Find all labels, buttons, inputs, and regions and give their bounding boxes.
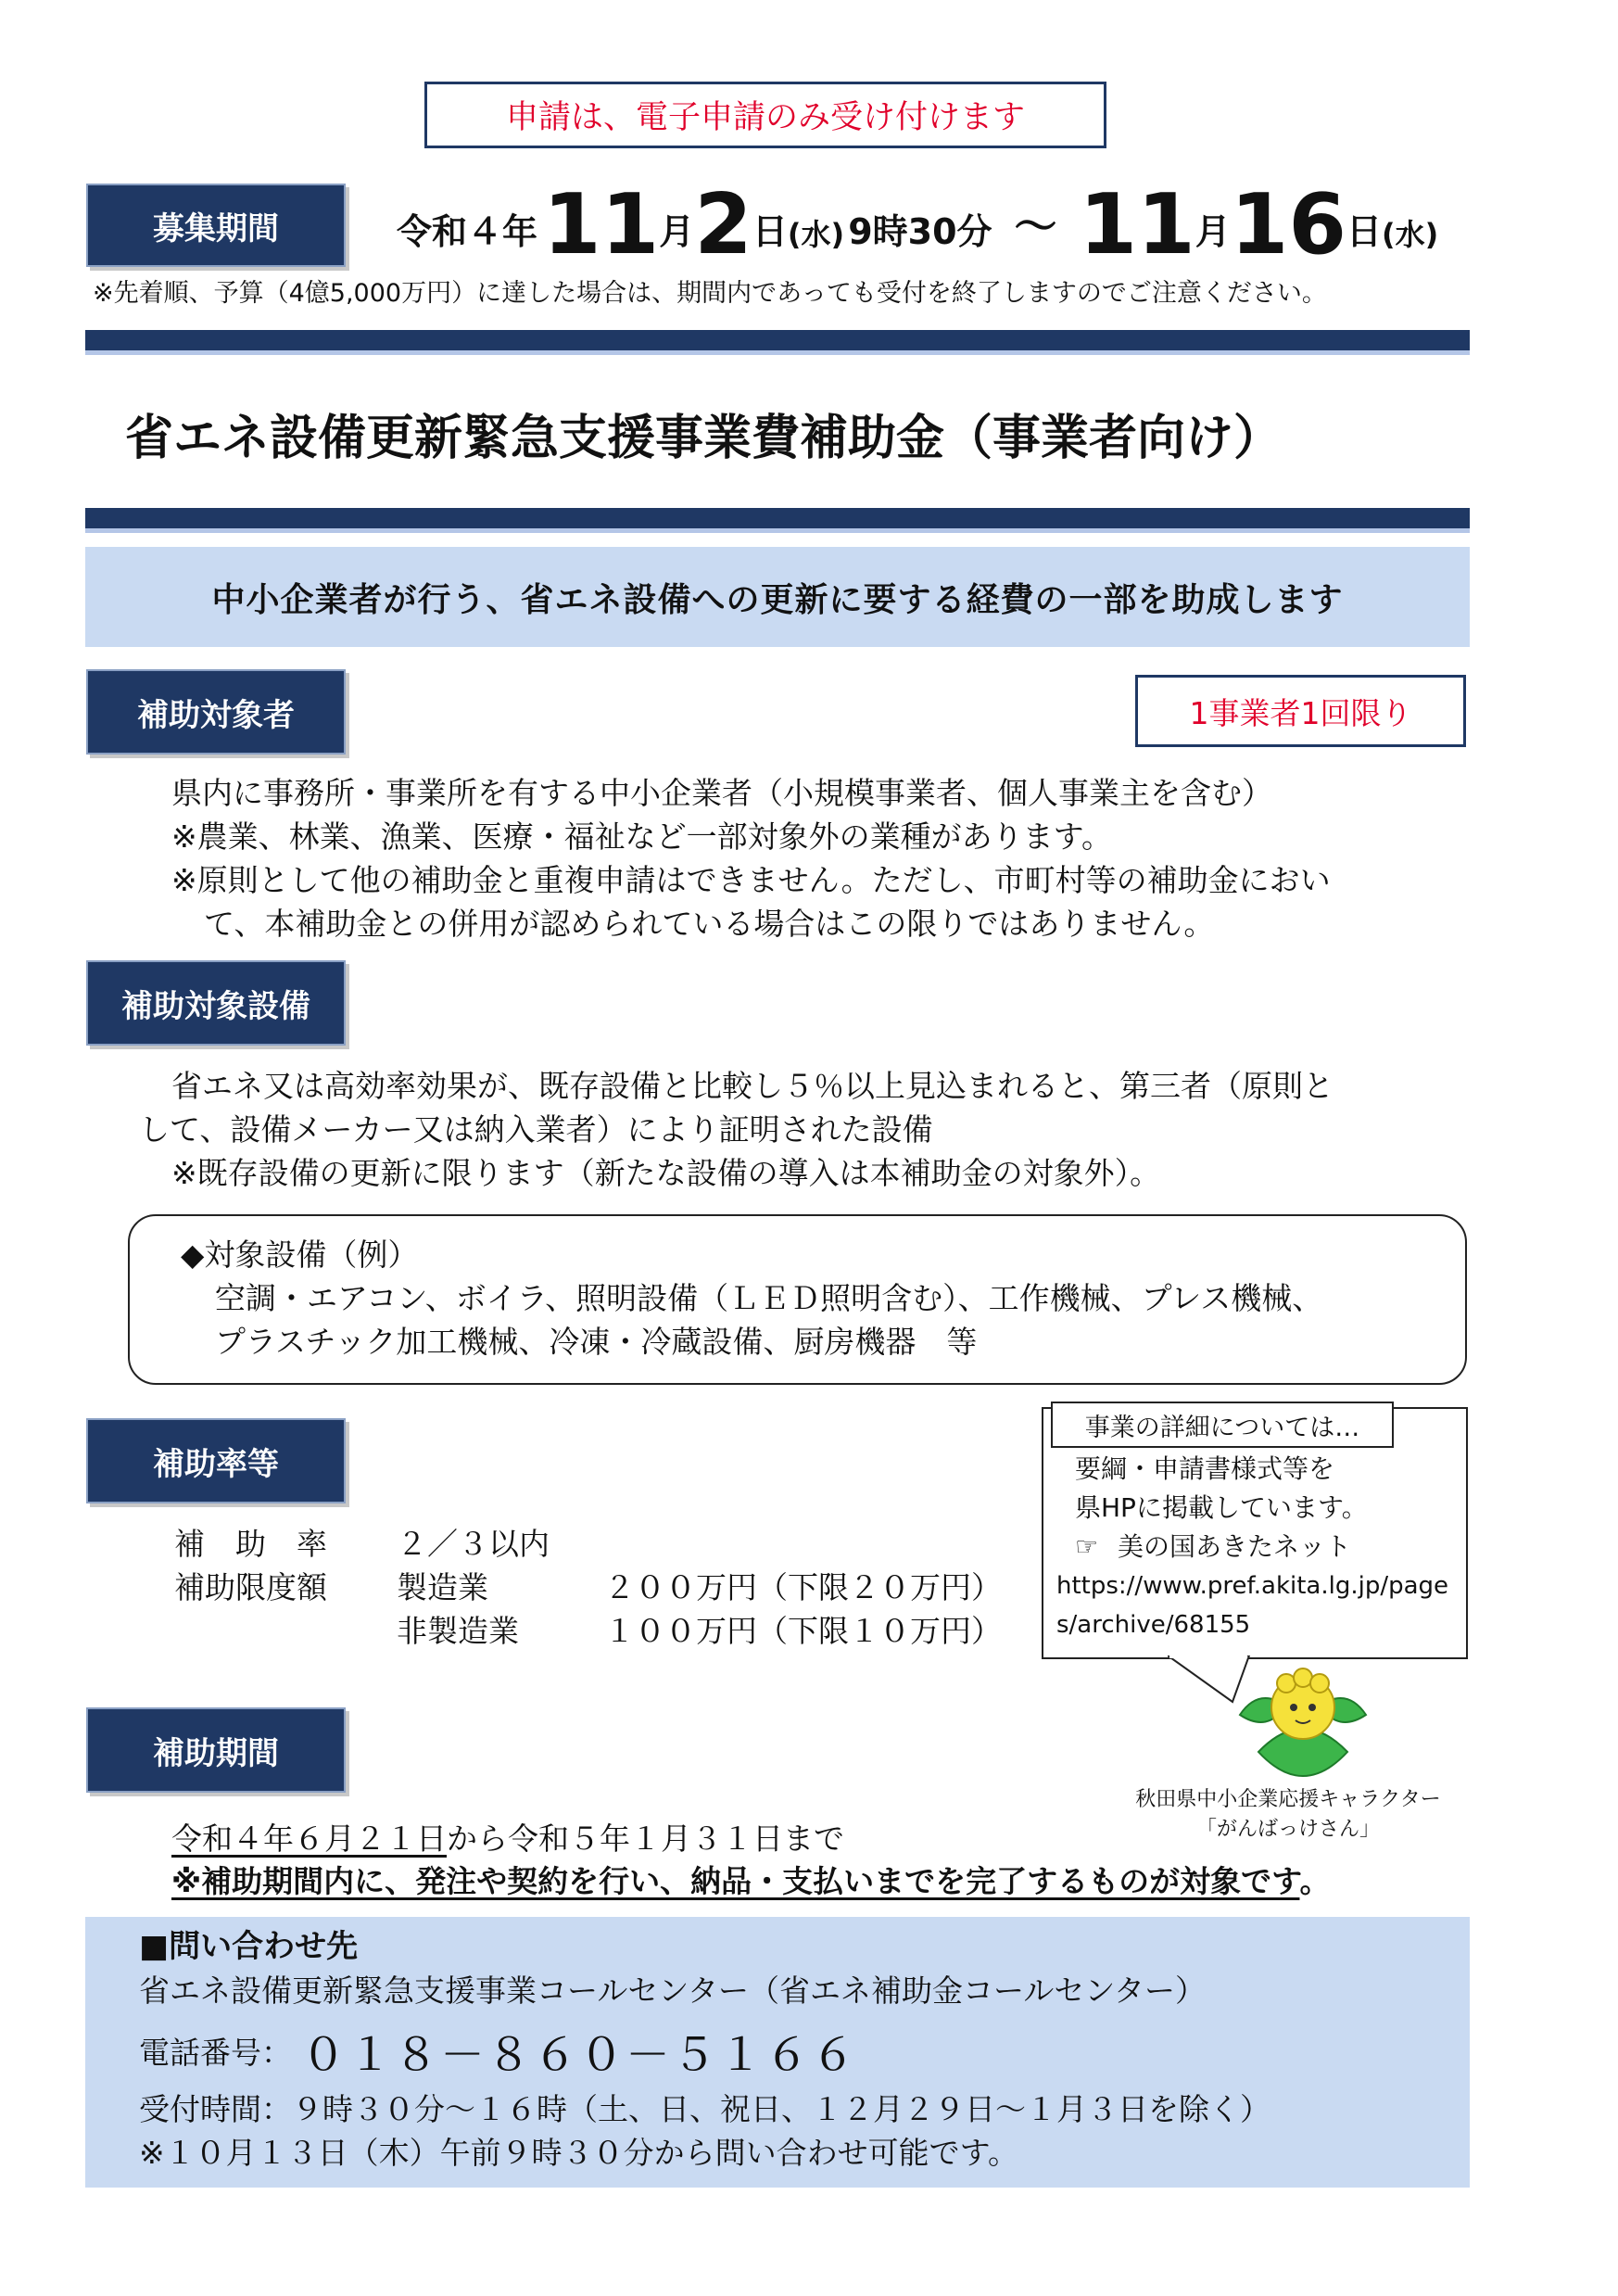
target-line-3: ※原則として他の補助金と重複申請はできません。ただし、市町村等の補助金におい (171, 862, 1331, 898)
mascot-caption-2: 「がんばっけさん」 (1195, 1818, 1380, 1841)
period-line-2 (171, 1859, 1330, 1903)
lead-banner: 中小企業者が行う、省エネ設備への更新に要する経費の一部を助成します (85, 547, 1470, 647)
bubble-site-row[interactable] (1075, 1528, 1351, 1567)
start-day: 2 (694, 176, 752, 273)
period-label: 補助期間 (86, 1707, 346, 1793)
equipment-line-2: して、設備メーカー又は納入業者）により証明された設備 (139, 1111, 933, 1148)
rate-label: 補助率等 (86, 1418, 346, 1503)
contact-center: 省エネ設備更新緊急支援事業コールセンター（省エネ補助金コールセンター） (139, 1973, 1207, 2009)
contact-hours: 受付時間：９時３０分～１６時（土、日、祝日、１２月２９日～１月３日を除く） (139, 2091, 1270, 2127)
period-start-date: 令和４年６月２１日 (171, 1820, 447, 1857)
bubble-line-1: 要綱・申請書様式等を (1075, 1453, 1335, 1484)
examples-title: ◆対象設備（例） (181, 1237, 419, 1273)
site-name[interactable]: 美の国あきたネット (1118, 1531, 1352, 1562)
rate-name: 補 助 率 (174, 1526, 327, 1562)
mascot-ganbakke-icon (1221, 1650, 1384, 1780)
period-condition: ※補助期間内に、発注や契約を行い、納品・支払いまでを完了するものが対象です (171, 1863, 1300, 1899)
mfg-value: ２００万円（下限２０万円） (604, 1569, 1002, 1605)
period-condition-end: 。 (1299, 1863, 1331, 1899)
nonmfg-label: 非製造業 (397, 1613, 519, 1649)
month-unit: 月 (1195, 211, 1231, 252)
mascot-caption-1: 秋田県中小企業応援キャラクター (1135, 1788, 1441, 1811)
budget-note: ※先着順、予算（4億5,000万円）に達した場合は、期間内であっても受付を終了しますのでご注意ください。 (93, 279, 1327, 308)
month-unit: 月 (659, 211, 695, 252)
end-dow: (水) (1382, 217, 1439, 252)
equipment-line-1: 省エネ又は高効率効果が、既存設備と比較し５％以上見込まれると、第三者（原則と (171, 1068, 1334, 1104)
contact-phone-row (139, 2019, 857, 2083)
target-label: 補助対象者 (86, 669, 346, 755)
period-range-rest: から令和５年１月３１日まで (447, 1820, 844, 1857)
examples-line-2: プラスチック加工機械、冷凍・冷蔵設備、厨房機器 等 (215, 1324, 978, 1360)
divider-bottom (85, 508, 1470, 533)
target-line-2: ※農業、林業、漁業、医療・福祉など一部対象外の業種があります。 (171, 818, 1113, 855)
target-line-1: 県内に事務所・事業所を有する中小企業者（小規模事業者、個人事業主を含む） (171, 775, 1272, 811)
bubble-line-2: 県HPに掲載しています。 (1075, 1492, 1368, 1523)
limit-badge: 1事業者1回限り (1135, 675, 1466, 747)
mfg-label: 製造業 (397, 1569, 488, 1605)
day-unit: 日 (1346, 211, 1383, 252)
electronic-application-notice: 申請は、電子申請のみ受け付けます (424, 82, 1106, 148)
info-bubble-tab: 事業の詳細については… (1051, 1402, 1394, 1448)
tilde: ～ (1014, 201, 1057, 251)
url-line-2[interactable]: s/archive/68155 (1056, 1611, 1251, 1639)
url-line-1[interactable]: https://www.pref.akita.lg.jp/page (1056, 1572, 1449, 1600)
pointing-hand-icon: ☞ (1075, 1531, 1099, 1562)
recruitment-period-label: 募集期間 (86, 184, 346, 267)
divider-top (85, 330, 1470, 355)
rate-value: ２／３以内 (397, 1526, 550, 1562)
equipment-label: 補助対象設備 (86, 960, 346, 1046)
limit-name: 補助限度額 (174, 1569, 327, 1605)
end-month: 11 (1079, 176, 1195, 273)
recruitment-period-dates (397, 165, 1439, 273)
day-unit: 日 (752, 211, 788, 252)
era: 令和４年 (397, 211, 538, 252)
contact-heading: ■問い合わせ先 (139, 1928, 359, 1965)
start-dow: (水) (787, 217, 845, 252)
start-month: 11 (543, 176, 660, 273)
examples-line-1: 空調・エアコン、ボイラ、照明設備（ＬＥＤ照明含む）、工作機械、プレス機械、 (215, 1280, 1323, 1316)
nonmfg-value: １００万円（下限１０万円） (604, 1613, 1002, 1649)
end-day: 16 (1230, 176, 1347, 273)
period-line-1 (171, 1817, 844, 1860)
target-line-4: て、本補助金との併用が認められている場合はこの限りではありません。 (204, 906, 1215, 942)
page-title: 省エネ設備更新緊急支援事業費補助金（事業者向け） (125, 411, 1283, 466)
contact-note: ※１０月１３日（木）午前９時３０分から問い合わせ可能です。 (139, 2135, 1019, 2171)
start-time: 9時30分 (848, 211, 992, 252)
phone-number[interactable]: ０１８－８６０－５１６６ (301, 2029, 858, 2081)
phone-label: 電話番号： (139, 2035, 292, 2071)
equipment-line-3: ※既存設備の更新に限ります（新たな設備の導入は本補助金の対象外）。 (171, 1155, 1161, 1191)
